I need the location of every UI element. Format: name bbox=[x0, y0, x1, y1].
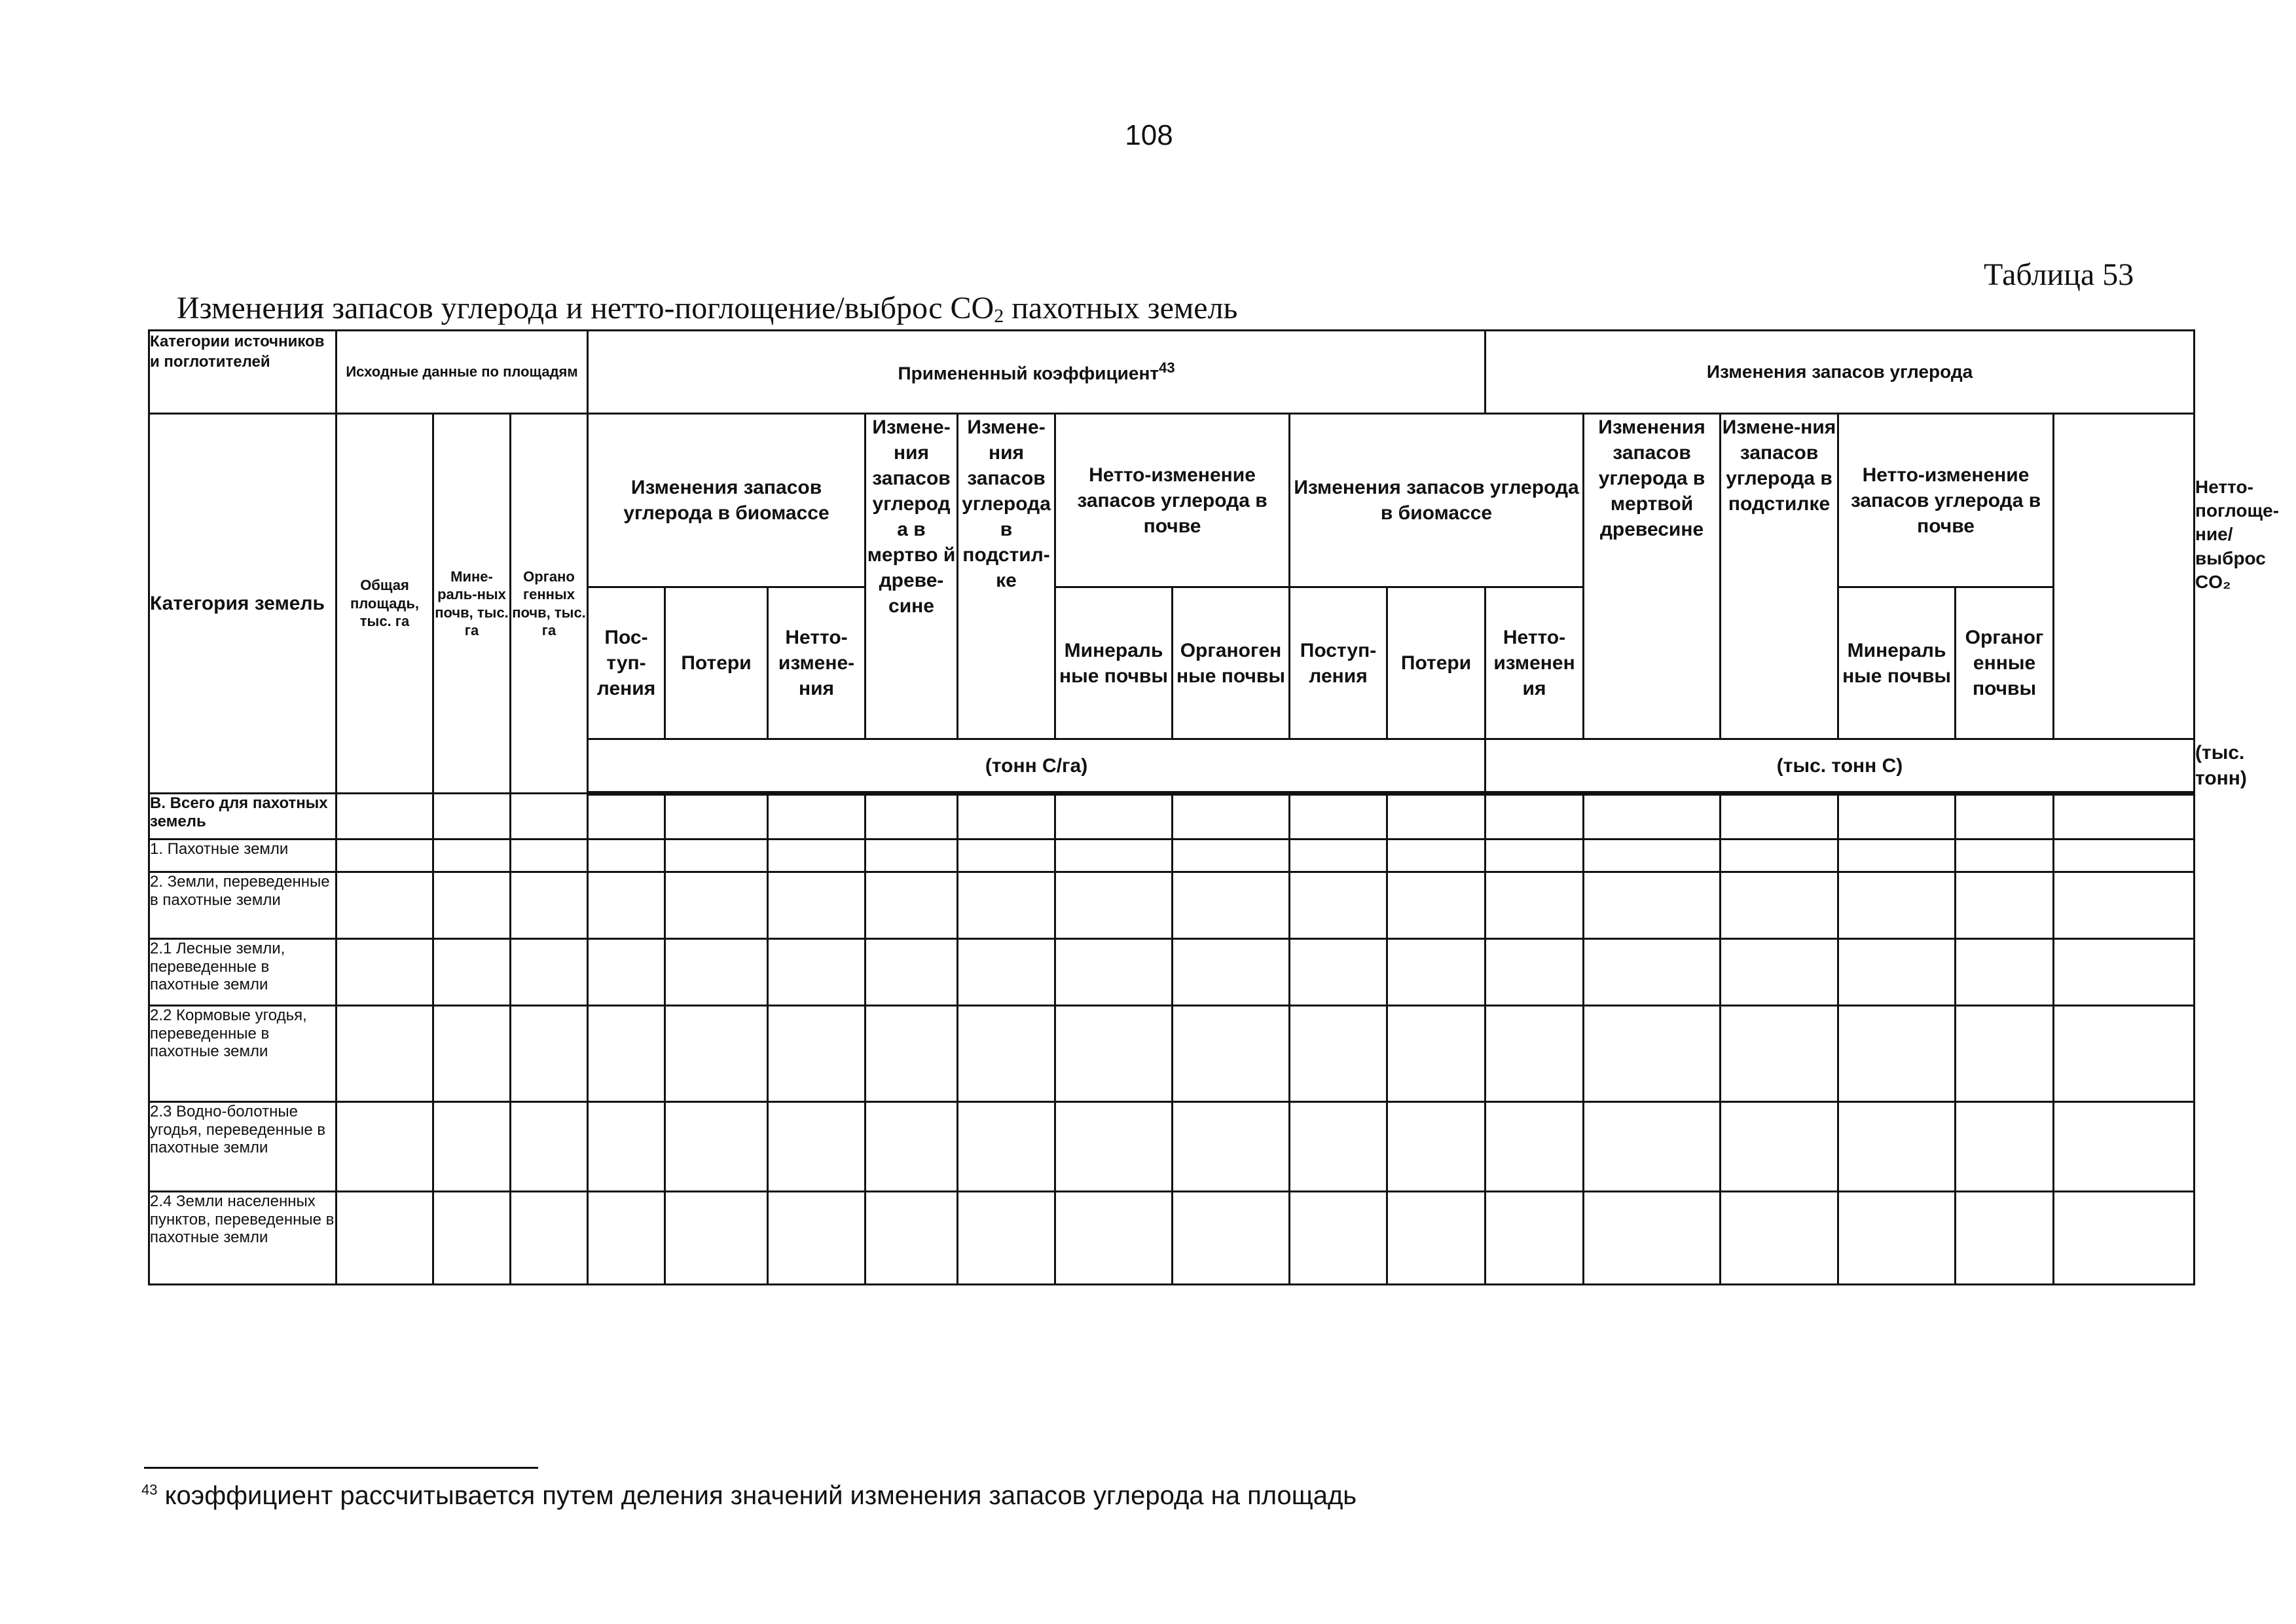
header-categories: Категории источников и поглотителей bbox=[149, 331, 337, 414]
table-cell bbox=[866, 872, 958, 939]
table-cell bbox=[511, 1192, 588, 1285]
table-label: Таблица 53 bbox=[1984, 257, 2134, 292]
table-cell bbox=[1173, 840, 1290, 872]
table-cell bbox=[588, 794, 665, 840]
header-gains-coef: Пос-туп-ления bbox=[588, 587, 665, 739]
table-cell bbox=[1721, 794, 1838, 840]
row-label: 1. Пахотные земли bbox=[149, 840, 337, 872]
table-cell bbox=[511, 840, 588, 872]
table-cell bbox=[433, 794, 511, 840]
table-cell bbox=[337, 840, 433, 872]
table-cell bbox=[1956, 840, 2054, 872]
table-cell bbox=[1485, 794, 1584, 840]
header-losses: Потери bbox=[1387, 587, 1485, 739]
footnote-number: 43 bbox=[141, 1481, 158, 1498]
header-changes-group: Изменения запасов углерода bbox=[1485, 331, 2195, 414]
table-cell bbox=[337, 872, 433, 939]
table-cell bbox=[2054, 840, 2195, 872]
table-cell bbox=[1290, 840, 1387, 872]
table-cell bbox=[511, 939, 588, 1006]
table-cell bbox=[1173, 1006, 1290, 1102]
table-cell bbox=[665, 1006, 768, 1102]
table-cell bbox=[1387, 872, 1485, 939]
table-cell bbox=[1838, 1102, 1956, 1192]
table-row bbox=[149, 840, 2195, 872]
header-organic-soils-coef: Органоген ные почвы bbox=[1173, 587, 1290, 739]
table-cell bbox=[1290, 1192, 1387, 1285]
table-row bbox=[149, 1102, 2195, 1192]
table-cell bbox=[2054, 1102, 2195, 1192]
table-cell bbox=[958, 1006, 1055, 1102]
table-cell bbox=[1173, 872, 1290, 939]
table-cell bbox=[433, 1192, 511, 1285]
table-cell bbox=[1387, 1006, 1485, 1102]
header-net: Нетто-изменен ия bbox=[1485, 587, 1584, 739]
table-cell bbox=[337, 1102, 433, 1192]
table-cell bbox=[2054, 939, 2195, 1006]
coefficient-group-label: Примененный коэффициент bbox=[898, 362, 1159, 383]
table-cell bbox=[1721, 1192, 1838, 1285]
table-row bbox=[149, 794, 2195, 840]
header-biomass-change-coef: Изменения запасов углерода в биомассе bbox=[588, 414, 866, 587]
table-cell bbox=[1055, 939, 1173, 1006]
table-cell bbox=[1485, 939, 1584, 1006]
table-cell bbox=[1584, 1006, 1721, 1102]
table-cell bbox=[665, 840, 768, 872]
table-cell bbox=[1584, 1192, 1721, 1285]
header-mineral-soils-coef: Минераль ные почвы bbox=[1055, 587, 1173, 739]
table-cell bbox=[958, 1102, 1055, 1192]
table-cell bbox=[588, 1102, 665, 1192]
table-cell bbox=[1055, 794, 1173, 840]
table-cell bbox=[2054, 1006, 2195, 1102]
table-cell bbox=[1290, 1006, 1387, 1102]
header-deadwood-change: Изменения запасов углерода в мертвой древесине bbox=[1584, 414, 1721, 739]
table-cell bbox=[768, 1192, 866, 1285]
title-main: Изменения запасов углерода и нетто-поглощение/выброс CO bbox=[177, 291, 994, 325]
table-cell bbox=[665, 794, 768, 840]
table-cell bbox=[665, 1192, 768, 1285]
header-litter-change-coef: Измене-ния запасов углерода в подстил-ке bbox=[958, 414, 1055, 739]
table-cell bbox=[958, 872, 1055, 939]
table-cell bbox=[1721, 1006, 1838, 1102]
table-cell bbox=[1838, 1192, 1956, 1285]
table-cell bbox=[1485, 1102, 1584, 1192]
footnote-divider bbox=[144, 1467, 538, 1469]
title-subscript: 2 bbox=[994, 305, 1004, 327]
table-cell bbox=[768, 794, 866, 840]
table-cell bbox=[1956, 1192, 2054, 1285]
table-cell bbox=[958, 939, 1055, 1006]
table-cell bbox=[866, 840, 958, 872]
header-gains: Поступ-ления bbox=[1290, 587, 1387, 739]
table-cell bbox=[768, 872, 866, 939]
table-cell bbox=[1055, 1006, 1173, 1102]
footnote-text: коэффициент рассчитывается путем деления значений изменения запасов углерода на площадь bbox=[164, 1481, 1357, 1510]
header-mineral-soils-area: Мине-раль-ных почв, тыс. га bbox=[433, 414, 511, 794]
table-cell bbox=[768, 939, 866, 1006]
table-cell bbox=[768, 1102, 866, 1192]
table-cell bbox=[337, 939, 433, 1006]
header-deadwood-change-coef: Измене-ния запасов углерод а в мертво й древе-сине bbox=[866, 414, 958, 739]
row-label: 2.1 Лесные земли, переведенные в пахотные земли bbox=[149, 939, 337, 1006]
table-row bbox=[149, 1192, 2195, 1285]
table-row bbox=[149, 872, 2195, 939]
header-biomass-change: Изменения запасов углерода в биомассе bbox=[1290, 414, 1584, 587]
table-cell bbox=[2054, 794, 2195, 840]
table-cell bbox=[1838, 840, 1956, 872]
table-row bbox=[149, 939, 2195, 1006]
table-cell bbox=[1721, 1102, 1838, 1192]
table-cell bbox=[1055, 840, 1173, 872]
table-cell bbox=[1485, 872, 1584, 939]
header-total-area: Общая площадь, тыс. га bbox=[337, 414, 433, 794]
table-cell bbox=[1956, 1006, 2054, 1102]
table-cell bbox=[1387, 794, 1485, 840]
table-cell bbox=[1055, 1192, 1173, 1285]
table-cell bbox=[665, 939, 768, 1006]
table-cell bbox=[1055, 1102, 1173, 1192]
header-mineral-soils: Минераль ные почвы bbox=[1838, 587, 1956, 739]
table-cell bbox=[337, 794, 433, 840]
table-cell bbox=[1721, 840, 1838, 872]
title-tail: пахотных земель bbox=[1004, 291, 1238, 325]
table-cell bbox=[768, 1006, 866, 1102]
page-number: 108 bbox=[1125, 119, 1173, 151]
table-cell bbox=[866, 1192, 958, 1285]
table-cell bbox=[1485, 1006, 1584, 1102]
unit-coefficient: (тонн С/га) bbox=[588, 739, 1485, 794]
table-cell bbox=[1173, 1192, 1290, 1285]
header-soil-net-change-coef: Нетто-изменение запасов углерода в почве bbox=[1055, 414, 1290, 587]
header-land-category: Категория земель bbox=[149, 414, 337, 794]
table-cell bbox=[958, 840, 1055, 872]
table-cell bbox=[1055, 872, 1173, 939]
table-cell bbox=[511, 794, 588, 840]
table-cell bbox=[866, 939, 958, 1006]
table-cell bbox=[1721, 872, 1838, 939]
table-cell bbox=[665, 1102, 768, 1192]
table-cell bbox=[433, 1006, 511, 1102]
table-cell bbox=[1387, 939, 1485, 1006]
table-cell bbox=[511, 1006, 588, 1102]
row-label: 2.4 Земли населенных пунктов, переведенные в пахотные земли bbox=[149, 1192, 337, 1285]
table-cell bbox=[1956, 794, 2054, 840]
header-coefficient-group bbox=[588, 331, 1485, 414]
unit-carbon-change: (тыс. тонн С) bbox=[1485, 739, 2195, 794]
table-cell bbox=[511, 872, 588, 939]
table-cell bbox=[1956, 939, 2054, 1006]
page-title bbox=[177, 290, 1237, 327]
table-cell bbox=[1584, 939, 1721, 1006]
table-cell bbox=[1956, 1102, 2054, 1192]
table-cell bbox=[1584, 840, 1721, 872]
header-organic-soils: Органог енные почвы bbox=[1956, 587, 2054, 739]
header-losses-coef: Потери bbox=[665, 587, 768, 739]
table-cell bbox=[337, 1192, 433, 1285]
table-cell bbox=[1290, 794, 1387, 840]
carbon-stock-table-container bbox=[148, 329, 2280, 1268]
table-cell bbox=[1387, 1192, 1485, 1285]
header-litter-change: Измене-ния запасов углерода в подстилке bbox=[1721, 414, 1838, 739]
table-cell bbox=[1838, 1006, 1956, 1102]
table-cell bbox=[866, 794, 958, 840]
table-cell bbox=[1838, 939, 1956, 1006]
table-row bbox=[149, 1006, 2195, 1102]
table-cell bbox=[1838, 794, 1956, 840]
row-label: 2.2 Кормовые угодья, переведенные в пахотные земли bbox=[149, 1006, 337, 1102]
table-cell bbox=[433, 840, 511, 872]
table-cell bbox=[337, 1006, 433, 1102]
carbon-stock-table: Категории источников и поглотителей Исходные данные по площадям Примененный коэффициент$^{43}$ Изменения запасов углерода Нетто-поглоще-ние/выброс CO₂ Категория земель Общая площадь, тыс. га Мине-раль-ных почв, тыс. га Органо генных почв, тыс. га Изменения запасов углерода в биомассе Измене-ния запасов углерод а в мертво й древе-сине Измене-ния запасов углерода в подстил-ке Нетто-изменение запасов углерода в почве Изменения запасов углерода в биомассе Изменения запасов углерода в мертвой древесине Измене-ния запасов углерода в подстилке Нетто-изменение запасов углерода в почве Пос-туп-ления Потери Нетто-измене-ния Минераль ные почвы Органоген ные почвы Поступ-ления Потери Нетто-изменен ия Минераль ные почвы Органог енные почвы (тонн С/га) (тыс. тонн С) (тыс. тонн) В. Всего для пахотных земель 1. Пахотные земли 2. Земли, переведенные в пахотные земли 2.1 Лесные земли, переведенные в пахотные земли 2.2 Кормовые угодья, переведенные в пахотные земли 2.3 Водно-болотные угодья, переведенные в пахотные земли 2.4 Земли населенных пунктов, переведенные в пахотные земли bbox=[148, 329, 2195, 1285]
table-cell bbox=[1290, 872, 1387, 939]
table-cell bbox=[958, 1192, 1055, 1285]
table-cell bbox=[1290, 1102, 1387, 1192]
table-cell bbox=[588, 1006, 665, 1102]
table-cell bbox=[1387, 1102, 1485, 1192]
table-cell bbox=[1584, 1102, 1721, 1192]
header-organic-soils-area: Органо генных почв, тыс. га bbox=[511, 414, 588, 794]
table-cell bbox=[1584, 872, 1721, 939]
row-label: 2.3 Водно-болотные угодья, переведенные в пахотные земли bbox=[149, 1102, 337, 1192]
table-cell bbox=[866, 1006, 958, 1102]
table-cell bbox=[1290, 939, 1387, 1006]
footnote-reference: 43 bbox=[1159, 359, 1175, 376]
table-cell bbox=[1485, 1192, 1584, 1285]
table-cell bbox=[433, 872, 511, 939]
table-cell bbox=[1173, 939, 1290, 1006]
table-cell bbox=[1956, 872, 2054, 939]
table-cell bbox=[2054, 1192, 2195, 1285]
table-cell bbox=[588, 939, 665, 1006]
header-area-group: Исходные данные по площадям bbox=[337, 331, 588, 414]
table-cell bbox=[511, 1102, 588, 1192]
table-cell bbox=[1584, 794, 1721, 840]
table-cell bbox=[1173, 1102, 1290, 1192]
table-cell bbox=[1173, 794, 1290, 840]
header-net-coef: Нетто-измене-ния bbox=[768, 587, 866, 739]
table-cell bbox=[866, 1102, 958, 1192]
table-cell bbox=[665, 872, 768, 939]
table-cell bbox=[433, 939, 511, 1006]
table-cell bbox=[588, 840, 665, 872]
table-cell bbox=[433, 1102, 511, 1192]
table-cell bbox=[588, 1192, 665, 1285]
footnote bbox=[141, 1481, 1357, 1511]
table-cell bbox=[2054, 872, 2195, 939]
table-cell bbox=[768, 840, 866, 872]
table-cell bbox=[1387, 840, 1485, 872]
table-cell bbox=[1485, 840, 1584, 872]
row-label: 2. Земли, переведенные в пахотные земли bbox=[149, 872, 337, 939]
table-cell bbox=[588, 872, 665, 939]
table-cell bbox=[1838, 872, 1956, 939]
row-label: В. Всего для пахотных земель bbox=[149, 794, 337, 840]
table-cell bbox=[958, 794, 1055, 840]
table-cell bbox=[1721, 939, 1838, 1006]
header-soil-net-change: Нетто-изменение запасов углерода в почве bbox=[1838, 414, 2054, 587]
